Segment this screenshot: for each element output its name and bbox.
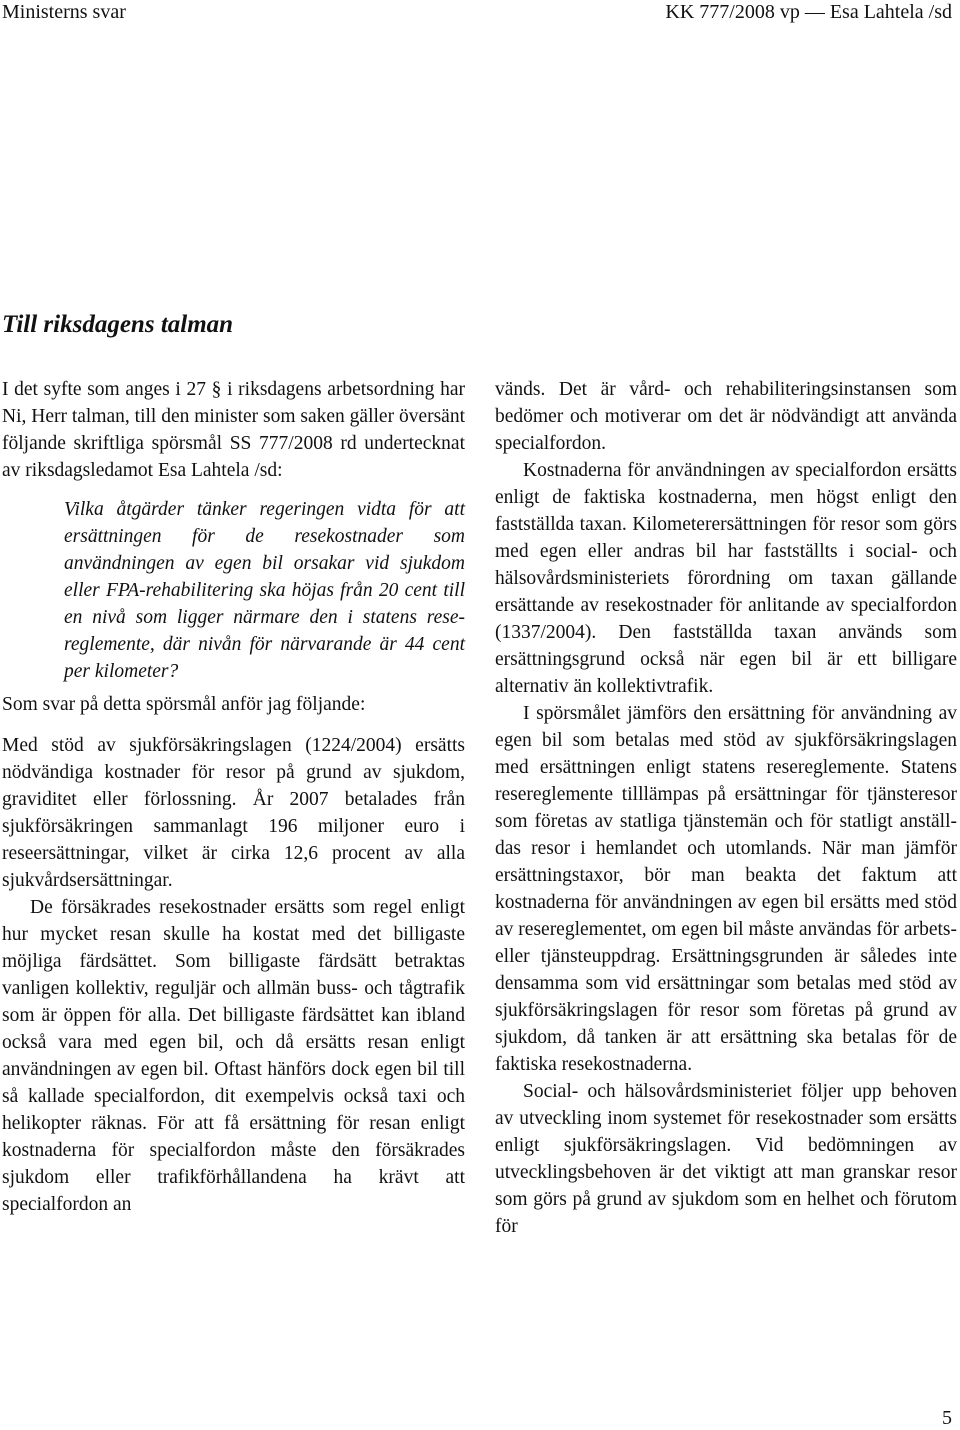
intro-paragraph: I det syfte som anges i 27 § i riksdagens arbetsordning har Ni, Herr talman, till den minister som saken gäller översänt följande skriftliga spörsmål SS 777/2008 rd undertecknat av riksdagsledamot Esa Lahtela /sd: <box>2 379 466 481</box>
body-paragraph: Social- och hälsovårdsministeriet följer upp behoven av utveckling inom systemet för resekostnader som ersätts enligt sjukförsäkringslagen. Vid bedömningen av utvecklingsbehoven är det viktigt att man granskar resor som görs på grund av sjukdom som en helhet och förutom för <box>495 1081 957 1237</box>
question-quote: Vilka åtgärder tänker regeringen vidta för att ersättningen för de resekostnader som användningen av egen bil orsakar vid sjukdom eller FPA-rehabilitering ska höjas från 20 cent till en nivå som ligger närmare den i statens resereglemente, där nivån för närvarande är 44 cent per kilometer? <box>64 499 465 682</box>
body-paragraph: De försäkrades resekostnader ersätts som regel enligt hur mycket resan skulle ha kostat med det billigaste möjliga färdsättet. Som billigaste färdsätt betraktas vanligen kollektiv, reguljär och allmän buss- och tågtrafik som är öppen för alla. Det billigaste färdsättet kan ibland också vara med egen bil, och då ersätts resan enligt användningen av egen bil. Oftast hänförs dock egen bil till så kallade specialfordon, dit exempelvis också taxi och helikopter räknas. För att få ersättning för resan enligt kostnaderna för specialfordon måste den försäkrades sjukdom eller trafikförhållandena ha krävt att specialfordon an <box>2 897 465 1215</box>
page-title: Till riksdagens talman <box>2 311 234 338</box>
body-paragraph: vänds. Det är vård- och rehabiliteringsinstansen som bedömer och motiverar om det är nödvändigt att använda specialfordon. <box>495 379 957 454</box>
body-paragraph: Med stöd av sjukförsäkringslagen (1224/2004) ersätts nödvändiga kostnader för resor på grund av sjukdom, graviditet eller förlossning. År 2007 betalades från sjukförsäkringen sammanlagt 196 miljoner euro i reseersättningar, vilket är cirka 12,6 procent av alla sjukvårdsersättningar. <box>2 735 465 891</box>
left-column <box>2 376 465 1218</box>
answer-intro: Som svar på detta spörsmål anför jag följande: <box>2 694 366 715</box>
page-number: 5 <box>942 1407 952 1429</box>
running-header-left: Ministerns svar <box>2 1 126 23</box>
right-column <box>495 376 957 1240</box>
body-paragraph: Kostnaderna för användningen av specialfordon ersätts enligt de faktiska kostnaderna, men högst enligt den fastställda taxan. Kilometerersättningen för resor som görs med egen eller andras bil har fastställts i social- och hälsovårdsministeriets förordning om taxan gällande ersättande av resekostnader för anlitande av specialfordon (1337/2004). Den fastställda taxan används som ersättningsgrund också när egen bil är ett billigare alternativ än kollektivtrafik. <box>495 460 957 697</box>
body-paragraph: I spörsmålet jämförs den ersättning för användning av egen bil som betalas med stöd av sjukförsäkringslagen med ersättningen enligt statens resereglemente. Statens resereglemente tilllämpas på ersättningar för tjänsteresor som företas av statliga tjänstemän och för statligt anställdas resor i hemlandet och utomlands. När man jämför ersättningstaxor, bör man beakta det faktum att kostnaderna för användningen av egen bil ersätts med stöd av resereglementet, om egen bil måste användas för arbets- eller tjänsteuppdrag. Ersättningsgrunden är således inte densamma som vid ersättningar som betalas med stöd av sjukförsäkringslagen för resor som företas på grund av sjukdom, då tanken är att ersättning ska betalas för de faktiska resekostnaderna. <box>495 703 957 1075</box>
running-header-right: KK 777/2008 vp — Esa Lahtela /sd <box>665 1 952 23</box>
